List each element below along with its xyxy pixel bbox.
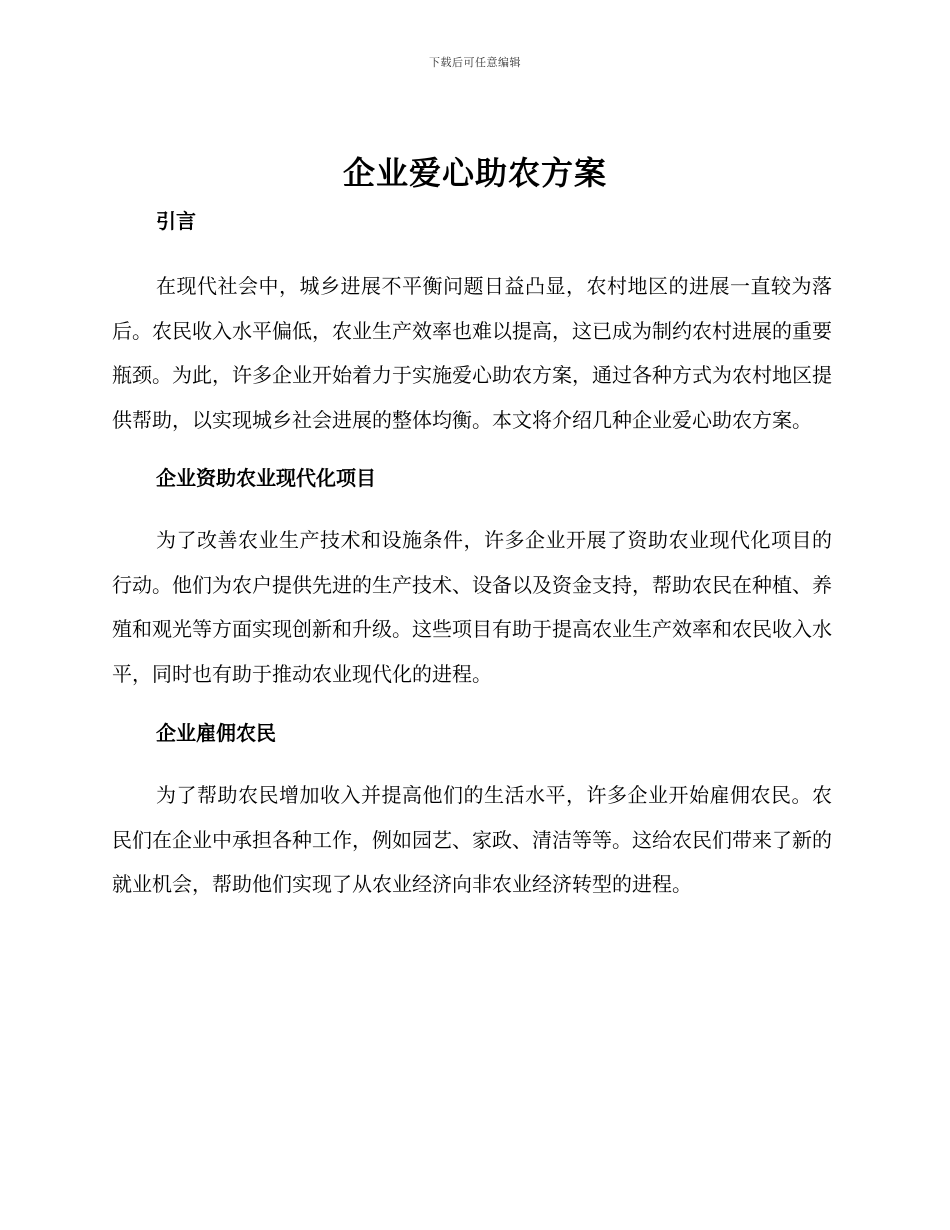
section-heading-modernization: 企业资助农业现代化项目 bbox=[156, 466, 376, 490]
section-paragraph-modernization: 为了改善农业生产技术和设施条件，许多企业开展了资助农业现代化项目的行动。他们为农户提供先进的生产技术、设备以及资金支持，帮助农民在种植、养殖和观光等方面实现创新和升级。这些项目有助于提高农业生产效率和农民收入水平，同时也有助于推动农业现代化的进程。 bbox=[112, 528, 832, 686]
section-paragraph-intro: 在现代社会中，城乡进展不平衡问题日益凸显，农村地区的进展一直较为落后。农民收入水平偏低，农业生产效率也难以提高，这已成为制约农村进展的重要瓶颈。为此，许多企业开始着力于实施爱心助农方案，通过各种方式为农村地区提供帮助，以实现城乡社会进展的整体均衡。本文将介绍几种企业爱心助农方案。 bbox=[112, 274, 832, 432]
header-note: 下载后可任意编辑 bbox=[429, 56, 521, 69]
section-heading-hiring: 企业雇佣农民 bbox=[156, 721, 276, 745]
section-paragraph-hiring: 为了帮助农民增加收入并提高他们的生活水平，许多企业开始雇佣农民。农民们在企业中承担各种工作，例如园艺、家政、清洁等等。这给农民们带来了新的就业机会，帮助他们实现了从农业经济向非农业经济转型的进程。 bbox=[112, 783, 832, 896]
document-body bbox=[112, 205, 832, 907]
document-title: 企业爱心助农方案 bbox=[342, 154, 607, 192]
section-heading-intro: 引言 bbox=[156, 209, 196, 233]
